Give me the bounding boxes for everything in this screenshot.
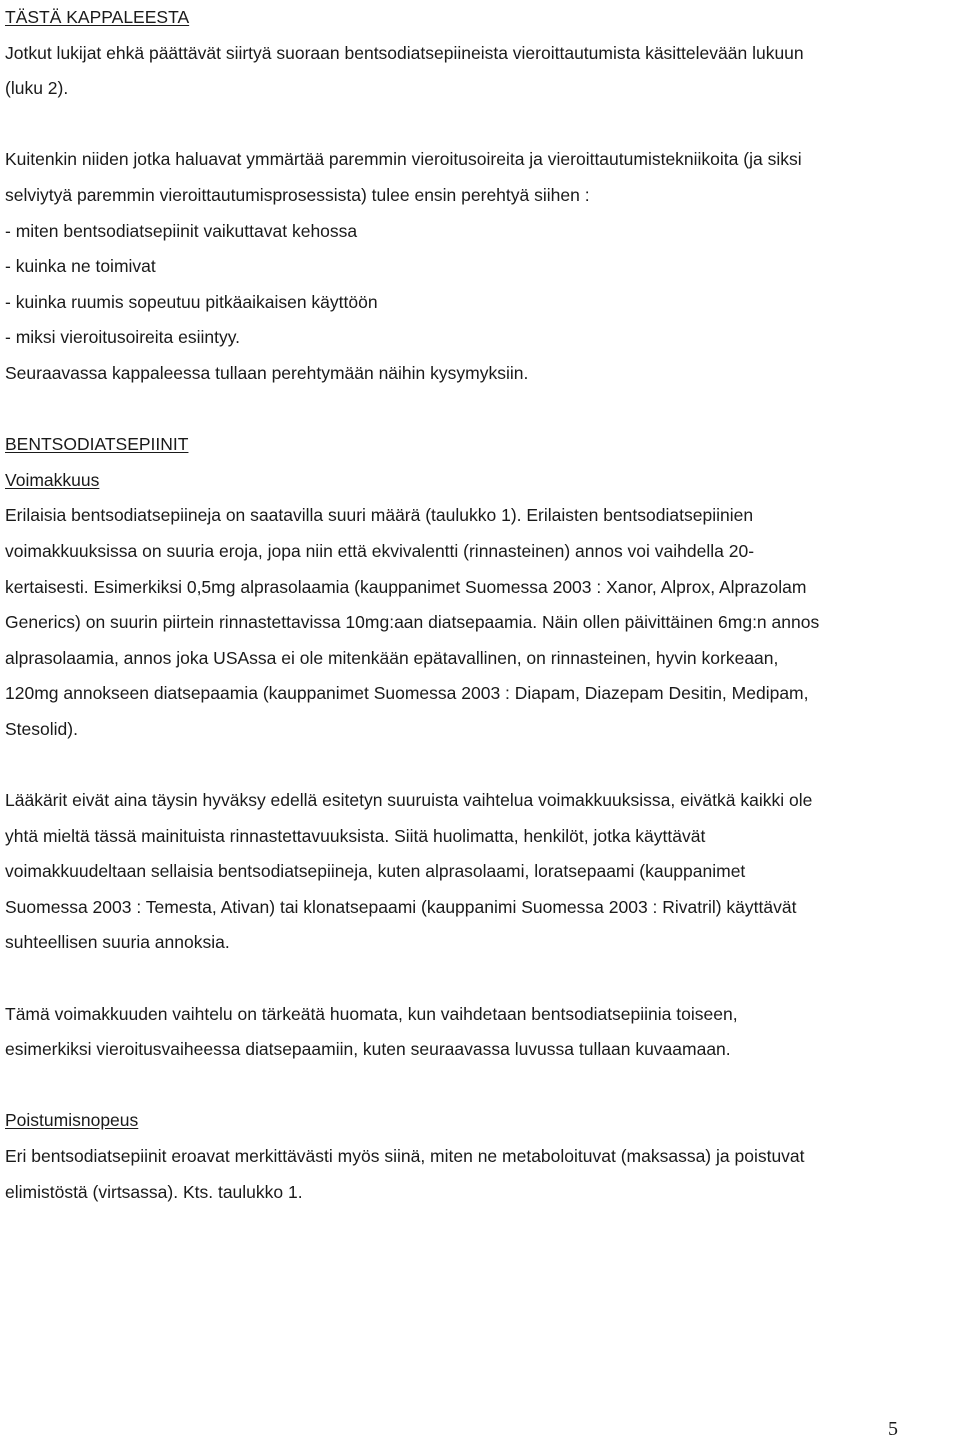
section-heading-bentsodiatsepiinit: BENTSODIATSEPIINIT — [5, 434, 189, 455]
bentso-para1-line: voimakkuuksissa on suuria eroja, jopa niin että ekvivalentti (rinnasteinen) annos voi vaihdella 20- — [5, 540, 755, 561]
intro-para2-line: Seuraavassa kappaleessa tullaan perehtymään näihin kysymyksiin. — [5, 362, 529, 383]
paragraph-gap — [5, 392, 957, 428]
bentso-para1-line: 120mg annokseen diatsepaamia (kauppanimet Suomessa 2003 : Diapam, Diazepam Desitin, Medipam, — [5, 683, 809, 704]
subheading-voimakkuus: Voimakkuus — [5, 469, 100, 490]
bentso-para1-line: Erilaisia bentsodiatsepiineja on saatavilla suuri määrä (taulukko 1). Erilaisten bentsodiatsepiinien — [5, 505, 754, 526]
intro-list-item: - miten bentsodiatsepiinit vaikuttavat kehossa — [5, 220, 358, 241]
page-number: 5 — [888, 1418, 898, 1440]
bentso-para1-line: Generics) on suurin piirtein rinnastettavissa 10mg:aan diatsepaamia. Näin ollen päivittäinen 6mg:n annos — [5, 612, 820, 633]
poistumis-para1-line: Eri bentsodiatsepiinit eroavat merkittävästi myös siinä, miten ne metaboloituvat (maksassa) ja poistuvat — [5, 1146, 805, 1166]
bentso-para3-line: esimerkiksi vieroitusvaiheessa diatsepaamiin, kuten seuraavassa luvussa tullaan kuvaamaan. — [5, 1039, 731, 1060]
subheading-poistumisnopeus: Poistumisnopeus — [5, 1110, 139, 1131]
bentso-para2-line: Suomessa 2003 : Temesta, Ativan) tai klonatsepaami (kauppanimi Suomessa 2003 : Rivatril) käyttävät — [5, 896, 797, 917]
bentso-para2-line: suhteellisen suuria annoksia. — [5, 932, 230, 953]
paragraph-gap — [5, 1068, 957, 1104]
poistumis-para1-line: elimistöstä (virtsassa). Kts. taulukko 1. — [5, 1181, 303, 1202]
bentso-para1-line: Stesolid). — [5, 718, 78, 739]
bentso-para1-line: alprasolaamia, annos joka USAssa ei ole mitenkään epätavallinen, on rinnasteinen, hyvin korkeaan, — [5, 647, 779, 668]
bentso-para3-line: Tämä voimakkuuden vaihtelu on tärkeätä huomata, kun vaihdetaan bentsodiatsepiinia toiseen, — [5, 1003, 738, 1024]
section-heading-intro: TÄSTÄ KAPPALEESTA — [5, 7, 190, 27]
paragraph-gap — [5, 107, 957, 143]
intro-para1-line: Jotkut lukijat ehkä päättävät siirtyä suoraan bentsodiatsepiineista vieroittautumista käsittelevään lukuun — [5, 42, 804, 63]
bentso-para2-line: voimakkuudeltaan sellaisia bentsodiatsepiineja, kuten alprasolaami, loratsepaami (kauppanimet — [5, 861, 746, 882]
intro-list-item: - kuinka ne toimivat — [5, 256, 156, 277]
intro-list-item: - kuinka ruumis sopeutuu pitkäaikaisen käyttöön — [5, 291, 378, 312]
paragraph-gap — [5, 747, 957, 783]
intro-para1-line: (luku 2). — [5, 78, 69, 99]
intro-para2-line: selviytyä paremmin vieroittautumisprosessista) tulee ensin perehtyä siihen : — [5, 184, 590, 205]
intro-list-item: - miksi vieroitusoireita esiintyy. — [5, 327, 241, 348]
paragraph-gap — [5, 961, 957, 997]
document-page — [5, 0, 957, 1210]
intro-para2-line: Kuitenkin niiden jotka haluavat ymmärtää paremmin vieroitusoireita ja vieroittautumistekniikoita (ja siksi — [5, 149, 802, 170]
bentso-para1-line: kertaisesti. Esimerkiksi 0,5mg alprasolaamia (kauppanimet Suomessa 2003 : Xanor, Alprox, Alprazolam — [5, 576, 807, 597]
bentso-para2-line: yhtä mieltä tässä mainituista rinnastettavuuksista. Siitä huolimatta, henkilöt, jotka käyttävät — [5, 825, 706, 846]
bentso-para2-line: Lääkärit eivät aina täysin hyväksy edellä esitetyn suuruista vaihtelua voimakkuuksissa, eivätkä kaikki ole — [5, 790, 813, 811]
